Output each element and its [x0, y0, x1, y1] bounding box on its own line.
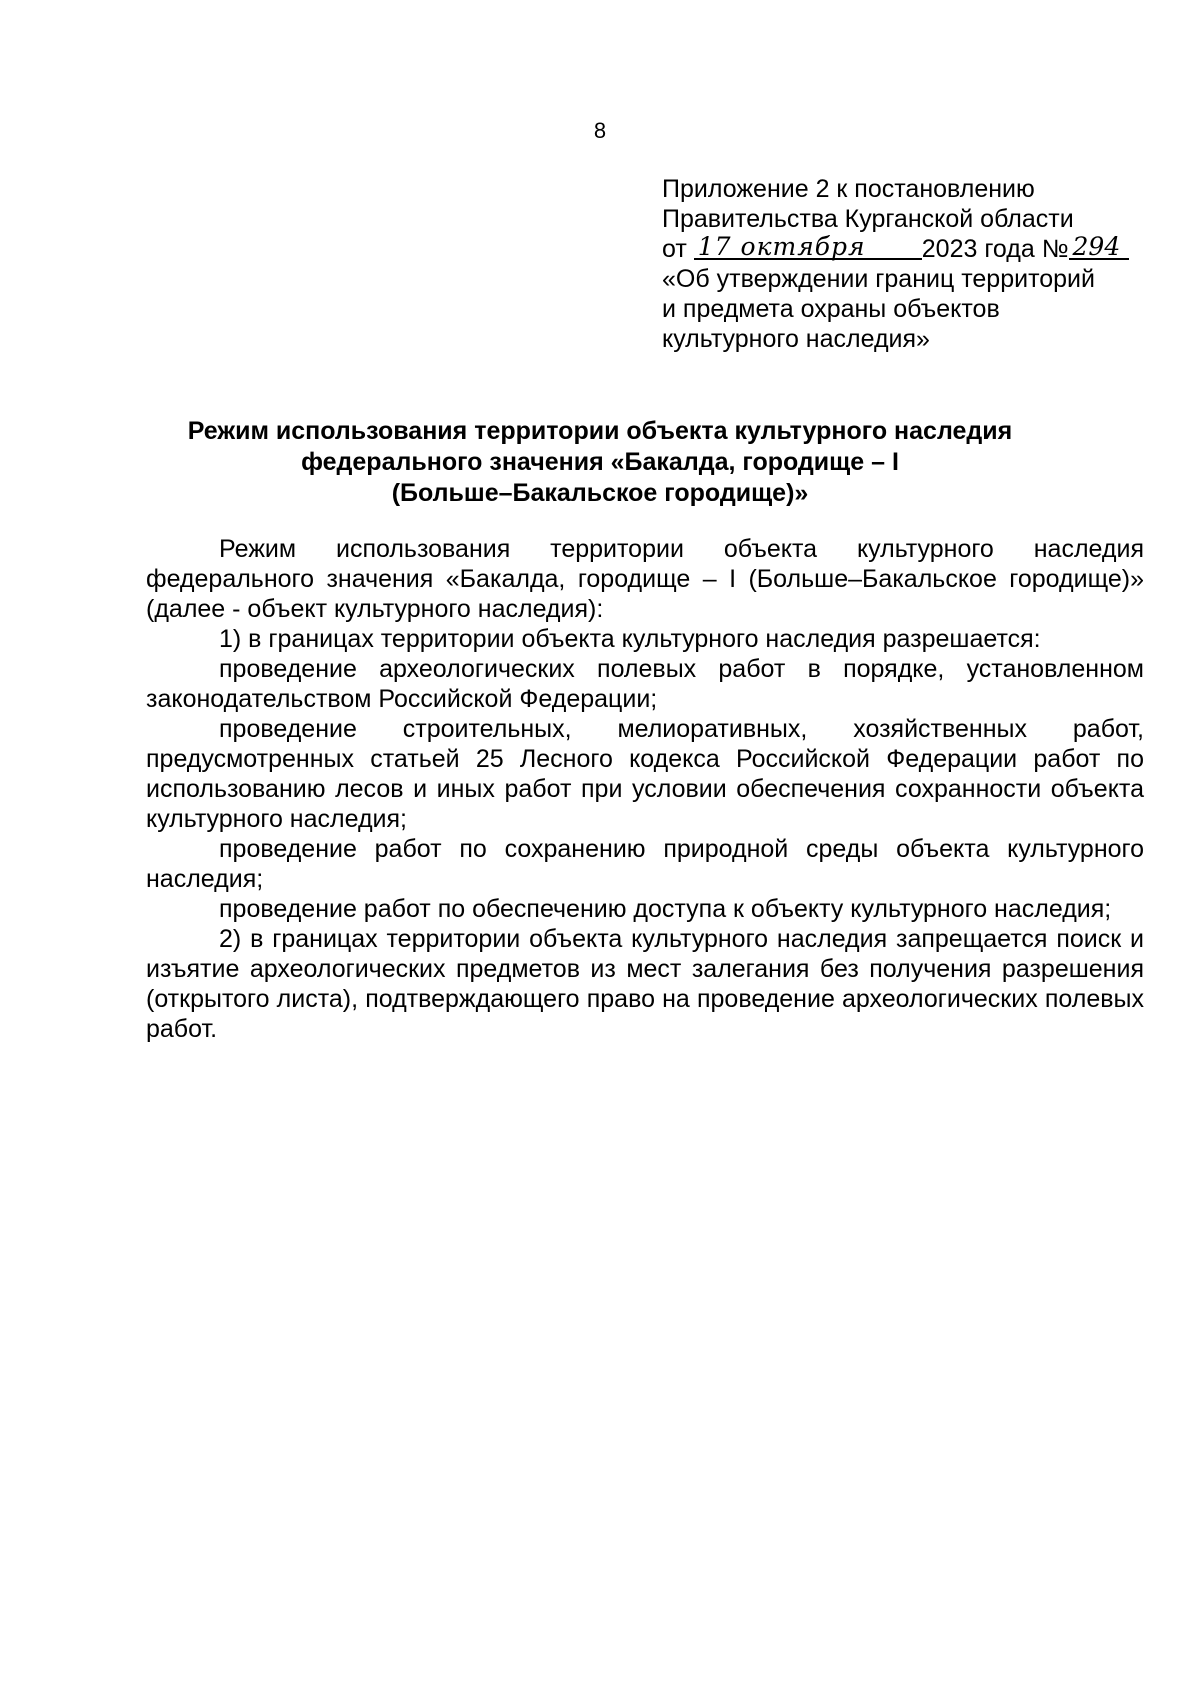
- appendix-line-1: Приложение 2 к постановлению: [662, 175, 1035, 203]
- appendix-line-5: и предмета охраны объектов: [662, 295, 1000, 323]
- appendix-line-4: «Об утверждении границ территорий: [662, 265, 1095, 293]
- appendix-line-2: Правительства Курганской области: [662, 205, 1074, 233]
- paragraph-allowed-item-3: проведение работ по сохранению природной среды объекта культурного наследия;: [146, 835, 1144, 893]
- paragraph-allowed-heading: 1) в границах территории объекта культурного наследия разрешается:: [219, 625, 1041, 653]
- paragraph-intro: Режим использования территории объекта культурного наследия федерального значения «Бакалда, городище – I (Больше–Бакальское городище)» (далее - объект культурного наследия):: [146, 535, 1144, 623]
- appendix-block: [662, 174, 1162, 354]
- document-body: [146, 534, 1144, 1044]
- handwritten-number: 294: [1069, 236, 1129, 260]
- handwritten-date: 17 октября: [694, 236, 922, 260]
- appendix-line-6: культурного наследия»: [662, 325, 930, 353]
- document-title: [130, 416, 1070, 509]
- title-line-3: (Больше–Бакальское городище)»: [391, 479, 809, 507]
- date-prefix: от: [662, 235, 687, 263]
- year-text: 2023 года №: [921, 235, 1069, 263]
- paragraph-allowed-item-1: проведение археологических полевых работ в порядке, установленном законодательством Российской Федерации;: [146, 655, 1144, 713]
- paragraph-allowed-item-4: проведение работ по обеспечению доступа к объекту культурного наследия;: [219, 895, 1112, 923]
- page-number: 8: [593, 118, 607, 143]
- paragraph-allowed-item-2: проведение строительных, мелиоративных, хозяйственных работ, предусмотренных статьей 25 Лесного кодекса Российской Федерации работ по использованию лесов и иных работ при условии обеспечения сохранности объекта культурного наследия;: [146, 715, 1144, 833]
- paragraph-prohibited: 2) в границах территории объекта культурного наследия запрещается поиск и изъятие археологических предметов из мест залегания без получения разрешения (открытого листа), подтверждающего право на проведение археологических полевых работ.: [146, 925, 1144, 1043]
- title-line-1: Режим использования территории объекта культурного наследия: [187, 417, 1013, 445]
- title-line-2: федерального значения «Бакалда, городище – I: [301, 448, 899, 476]
- appendix-date-line: [662, 234, 1162, 264]
